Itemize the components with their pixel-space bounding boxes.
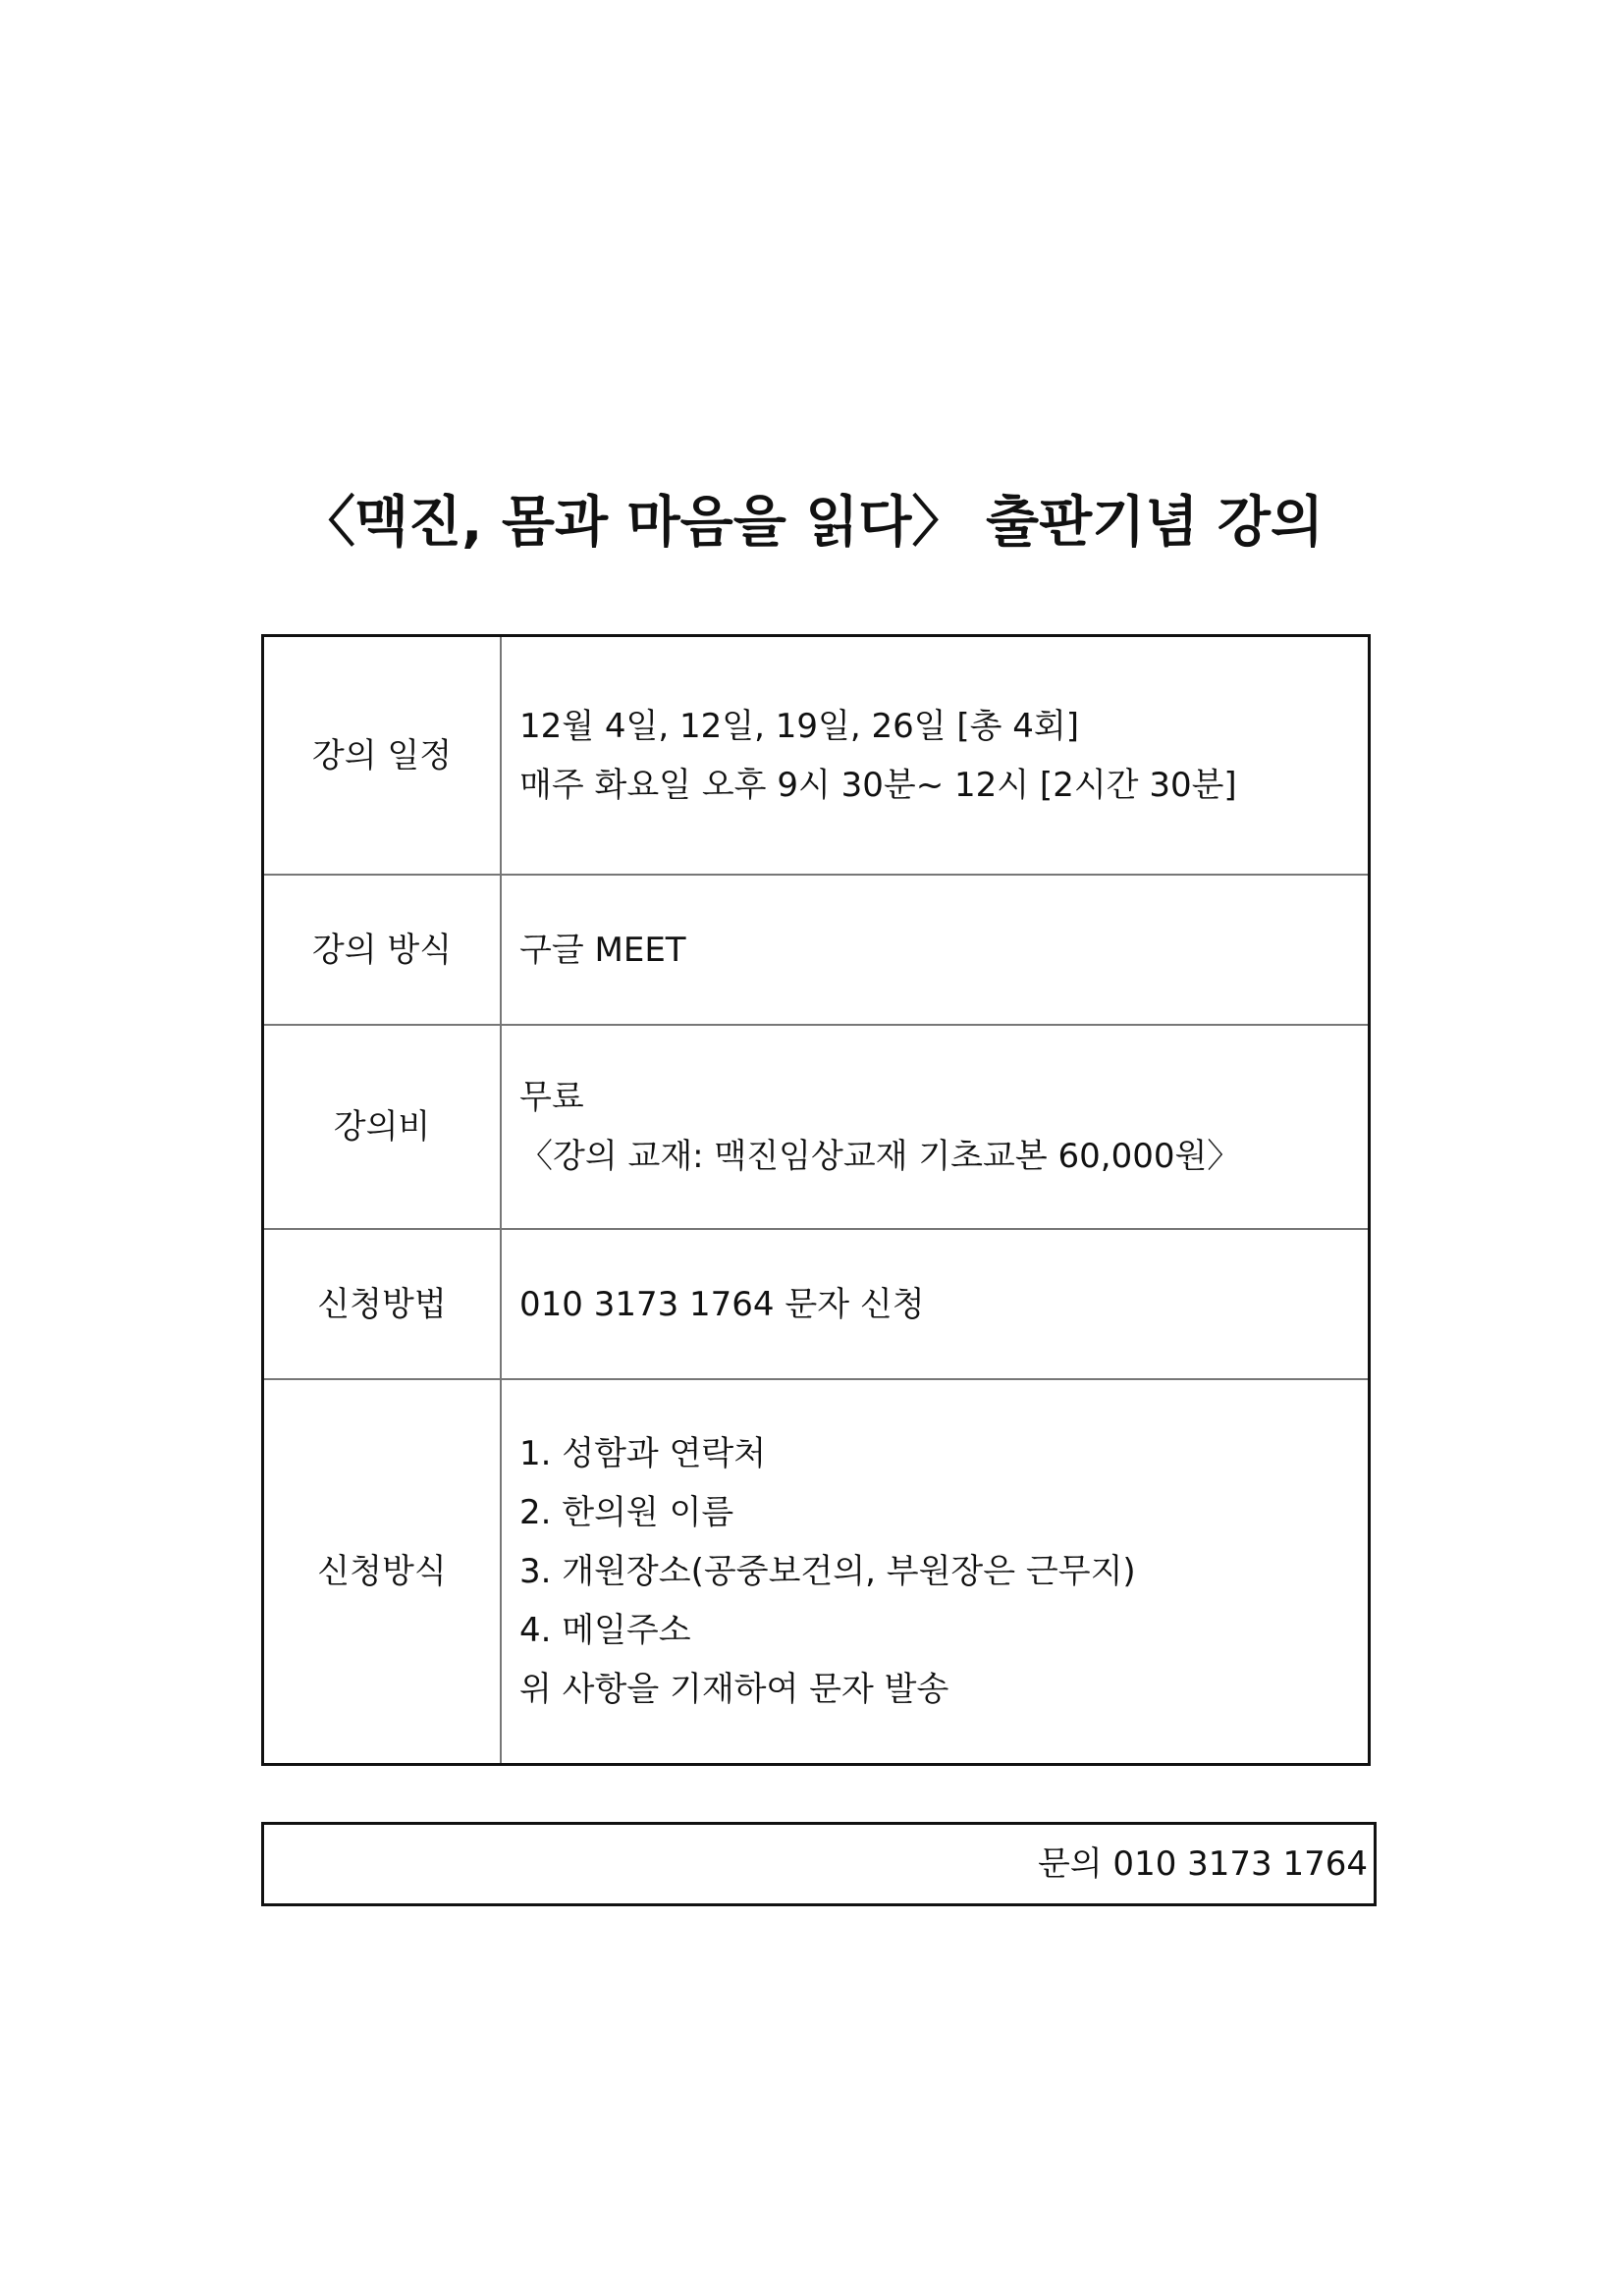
requirement-item: 3. 개원장소(공중보건의, 부원장은 근무지) — [519, 1552, 1136, 1591]
fee-amount: 무료 — [519, 1078, 584, 1117]
method-label: 강의 방식 — [263, 875, 502, 1025]
schedule-value — [501, 636, 1370, 876]
contact-box: 문의 010 3173 1764 — [261, 1822, 1377, 1906]
apply-phone: 010 3173 1764 문자 신청 — [519, 1284, 925, 1324]
requirement-note: 위 사항을 기재하여 문자 발송 — [519, 1670, 949, 1709]
requirement-item: 4. 메일주소 — [519, 1611, 691, 1650]
apply-label: 신청방법 — [263, 1229, 502, 1379]
table-row-schedule — [263, 636, 1370, 876]
lecture-info-table — [261, 634, 1371, 1766]
requirement-item: 1. 성함과 연락처 — [519, 1434, 767, 1473]
table-row-method — [263, 875, 1370, 1025]
fee-value — [501, 1025, 1370, 1229]
apply-value — [501, 1229, 1370, 1379]
method-platform: 구글 MEET — [519, 930, 686, 970]
page-title: 〈맥진, 몸과 마음을 읽다〉 출판기념 강의 — [299, 491, 1325, 555]
schedule-time: 매주 화요일 오후 9시 30분~ 12시 [2시간 30분] — [519, 765, 1237, 805]
schedule-label: 강의 일정 — [263, 636, 502, 876]
requirement-item: 2. 한의원 이름 — [519, 1493, 734, 1532]
schedule-dates: 12월 4일, 12일, 19일, 26일 [총 4회] — [519, 706, 1080, 746]
table-row-fee — [263, 1025, 1370, 1229]
requirements-label: 신청방식 — [263, 1379, 502, 1765]
fee-textbook: 〈강의 교재: 맥진임상교재 기초교본 60,000원〉 — [519, 1137, 1241, 1176]
table-row-apply — [263, 1229, 1370, 1379]
fee-label: 강의비 — [263, 1025, 502, 1229]
requirements-value — [501, 1379, 1370, 1765]
method-value — [501, 875, 1370, 1025]
table-row-requirements — [263, 1379, 1370, 1765]
